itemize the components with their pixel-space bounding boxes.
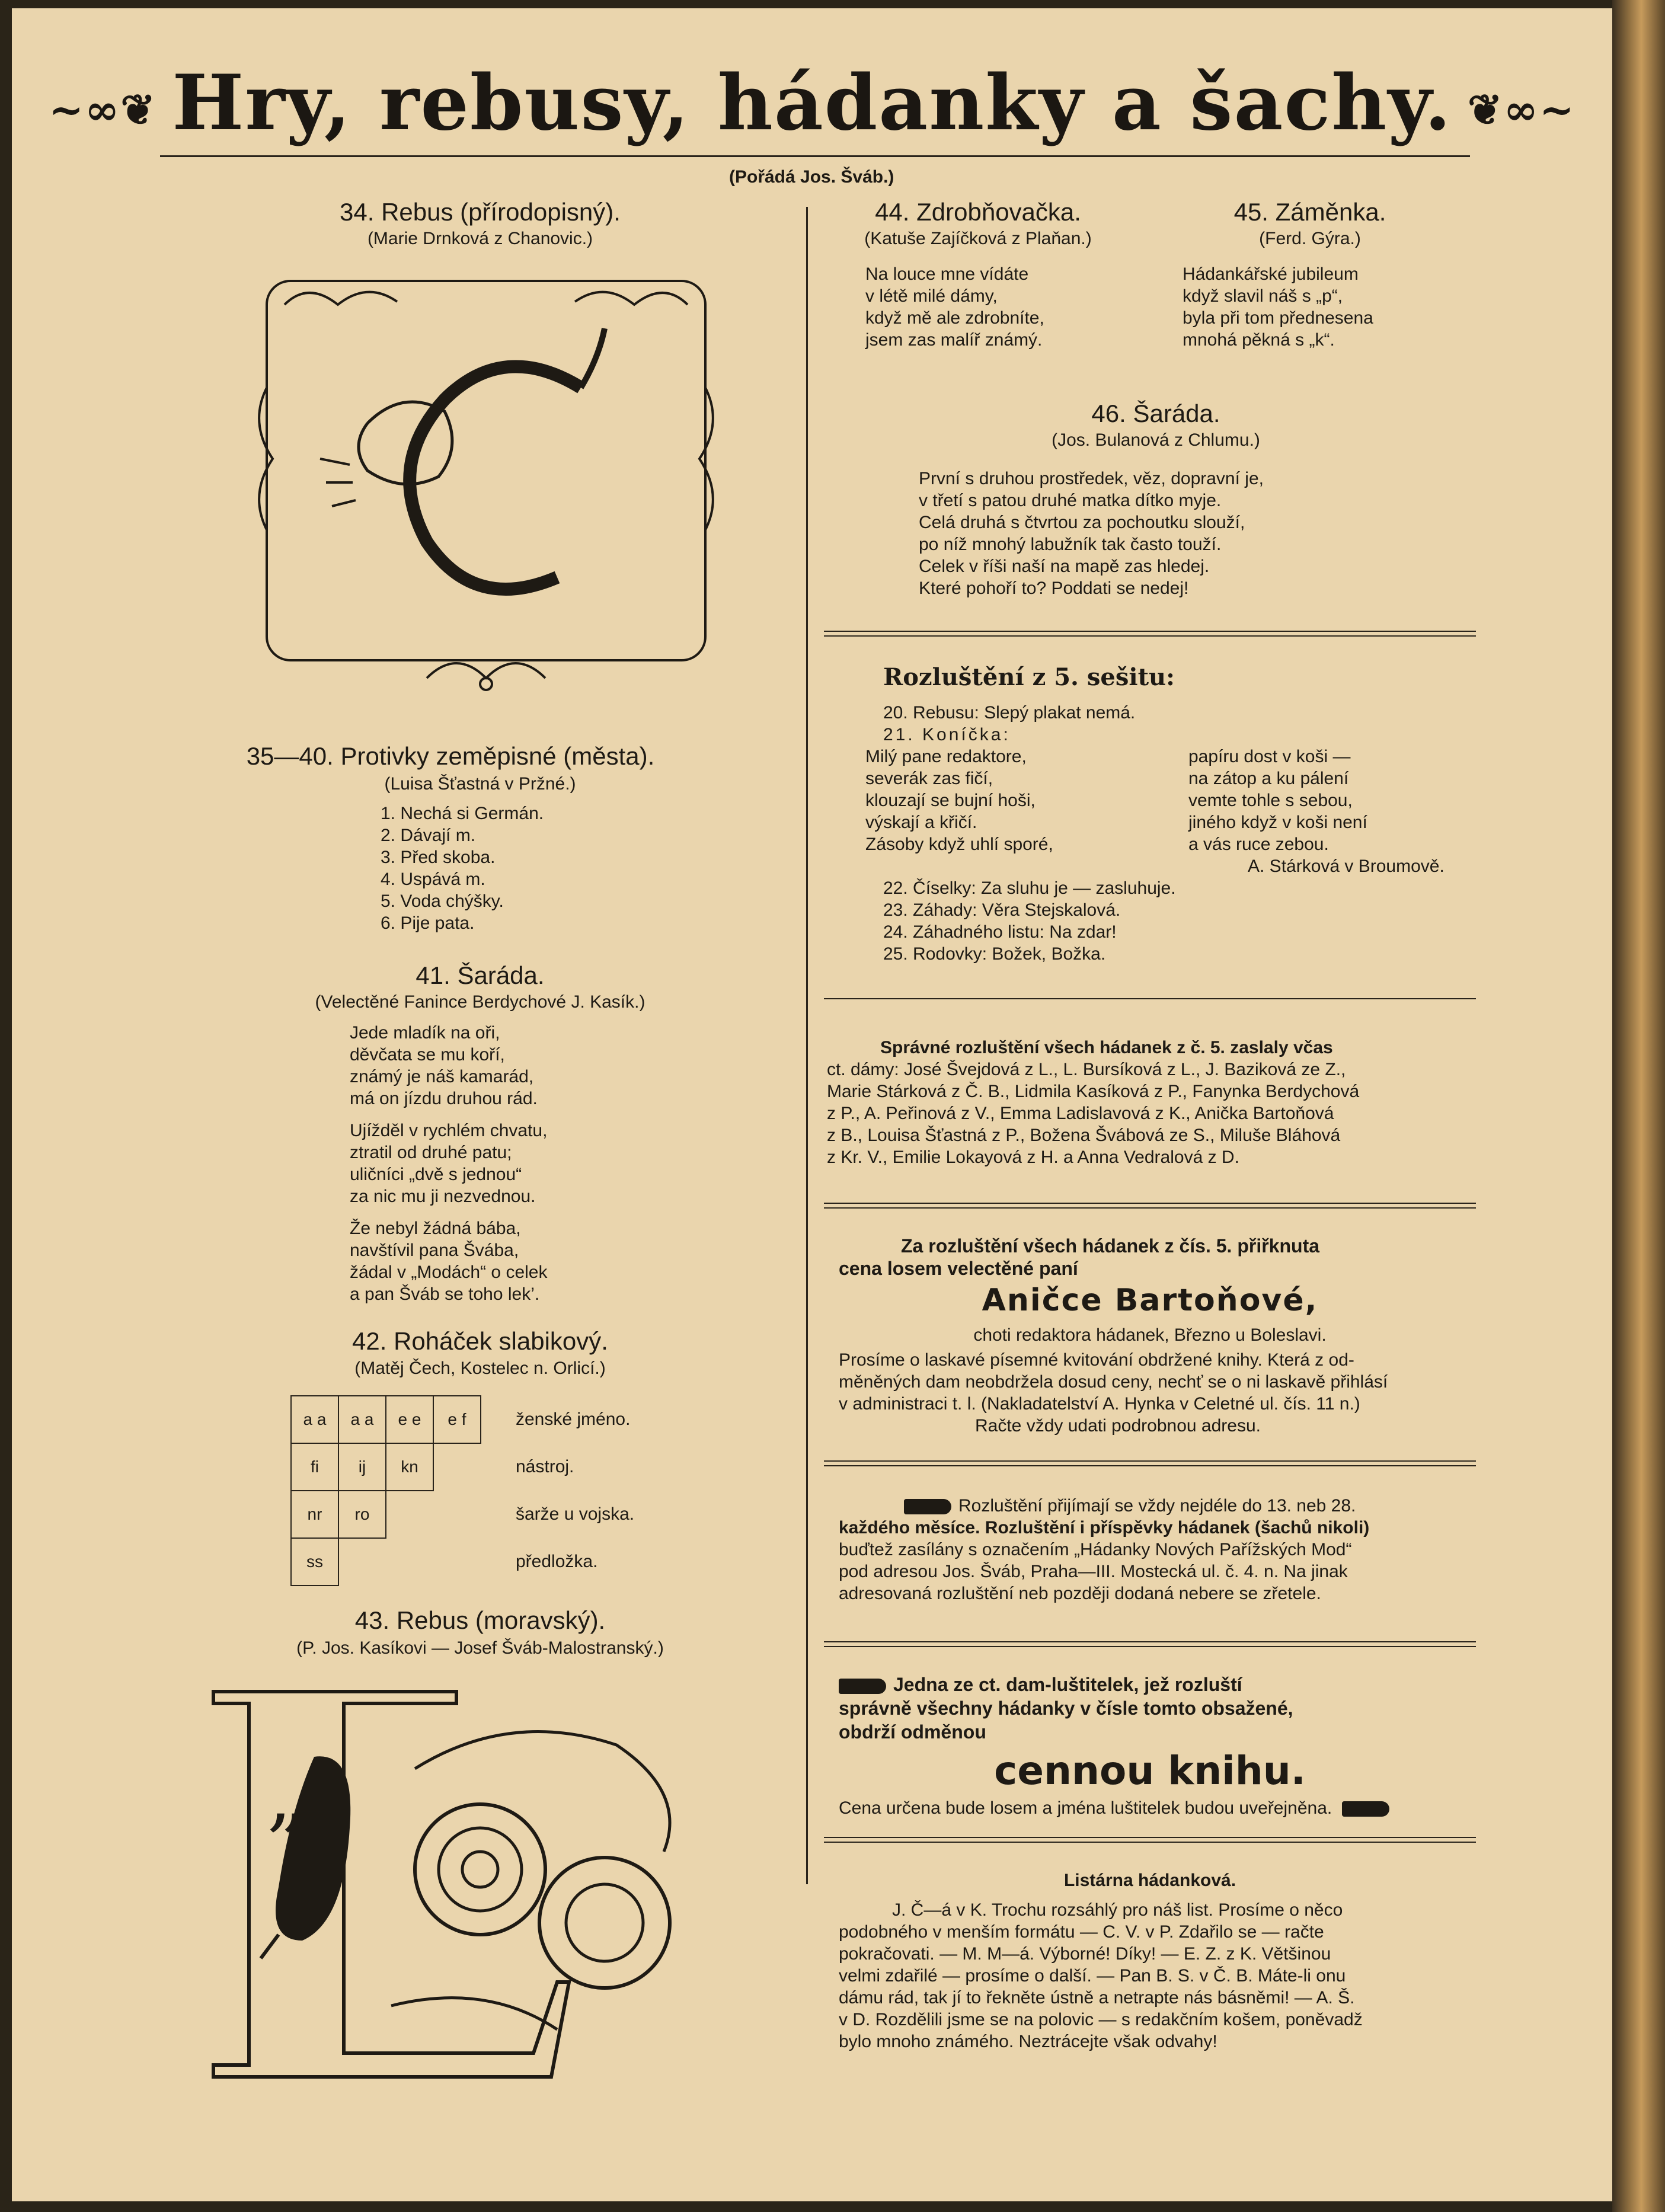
list-item: 6. Pije pata. [381, 913, 475, 933]
solutions-title: Rozluštění z 5. sešitu: [883, 663, 1175, 691]
rebus-quote-mark: „ [267, 1750, 307, 1840]
verse-line: severák zas fičí, [865, 769, 993, 788]
submission-notice [839, 1495, 1369, 1604]
verse-line: mnohá pěkná s „k“. [1183, 330, 1335, 350]
reward-text: Jedna ze ct. dam-luštitelek, jež rozluští [893, 1674, 1242, 1695]
section-rule [824, 1641, 1476, 1647]
grid-cell: ij [338, 1443, 386, 1491]
verse-line: když mě ale zdrobníte, [865, 308, 1044, 328]
verse-line: za nic mu ji nezvednou. [350, 1187, 536, 1206]
reward-book: cennou knihu. [994, 1748, 1306, 1794]
list-item: 3. Před skoba. [381, 848, 496, 867]
solvers-line: Marie Stárková z Č. B., Lidmila Kasíková z P., Fanynka Berdychová [827, 1082, 1360, 1101]
section-rule [824, 631, 1476, 637]
puzzle-41-author: (Velectěné Fanince Berdychové J. Kasík.) [315, 992, 645, 1012]
puzzle-45-verse [1183, 263, 1373, 351]
verse-line: Které pohoří to? Poddati se nedej! [919, 578, 1189, 598]
notice-line: Rozluštění přijímají se vždy nejdéle do 13. neb 28. [958, 1496, 1356, 1516]
puzzle-34-author: (Marie Drnková z Chanovic.) [367, 229, 593, 248]
puzzle-35-list [381, 803, 544, 934]
notice-line: adresovaná rozluštění neb později dodaná nebere se zřetele. [839, 1584, 1321, 1603]
clue-2: nástroj. [516, 1457, 574, 1476]
correct-solvers [827, 1037, 1473, 1168]
grid-cell: e f [433, 1396, 481, 1443]
verse-line: navštívil pana Švába, [350, 1241, 519, 1260]
puzzle-35-title: 35—40. Protivky zeměpisné (města). [246, 742, 655, 770]
puzzle-46-author: (Jos. Bulanová z Chlumu.) [1052, 430, 1260, 450]
verse-line: na zátop a ku pálení [1188, 769, 1349, 788]
solution-line: 23. Záhady: Věra Stejskalová. [883, 900, 1121, 920]
letter-line: bylo mnoho známého. Neztrácejte však odvahy! [839, 2032, 1217, 2051]
verse-line: v třetí s patou druhé matka dítko myje. [919, 491, 1222, 510]
verse-line: Milý pane redaktore, [865, 747, 1027, 766]
clue-3: šarže u vojska. [516, 1504, 635, 1524]
verse-line: Celek v říši naší na mapě zas hledej. [919, 557, 1210, 576]
puzzle-41-stanza-3 [350, 1217, 548, 1305]
reward-line-2: správně všechny hádanky v čísle tomto obsažené, [839, 1698, 1293, 1719]
verse-line: po níž mnohý labužník tak často touží. [919, 535, 1222, 554]
notice-line: pod adresou Jos. Šváb, Praha—III. Mostecká ul. č. 4. n. Na jinak [839, 1562, 1348, 1581]
puzzle-43-author: (P. Jos. Kasíkovi — Josef Šváb-Malostranský.) [296, 1638, 664, 1658]
verse-line: jiného když v koši není [1188, 813, 1367, 832]
body-line: Račte vždy udati podrobnou adresu. [975, 1416, 1261, 1436]
list-item: 4. Uspává m. [381, 870, 485, 889]
solution-21: 21. Koníčka: [883, 725, 1011, 744]
solution-line: 22. Číselky: Za sluhu je — zasluhuje. [883, 878, 1176, 898]
rebus-34-illustration [249, 269, 723, 720]
prize-line-2: cena losem velectěné paní [839, 1258, 1078, 1279]
header-rule [160, 155, 1470, 157]
letter-line: podobného v menším formátu — C. V. v P. Zdařilo se — račte [839, 1922, 1324, 1942]
verse-line: papíru dost v koši — [1188, 747, 1351, 766]
solvers-line: Správné rozluštění všech hádanek z č. 5. zaslaly včas [880, 1038, 1333, 1057]
signature: A. Stárková v Broumově. [1248, 856, 1445, 876]
solution-line: 25. Rodovky: Božek, Božka. [883, 944, 1106, 964]
grid-cell: kn [386, 1443, 433, 1491]
verse-line: byla při tom přednesena [1183, 308, 1373, 328]
verse-line: má on jízdu druhou rád. [350, 1089, 538, 1108]
solution-20: 20. Rebusu: Slepý plakat nemá. [883, 703, 1136, 723]
horn-puzzle-grid [290, 1395, 481, 1586]
section-rule [824, 1460, 1476, 1466]
pointing-hand-icon [1342, 1801, 1389, 1817]
prize-line-1: Za rozluštění všech hádanek z čís. 5. přiřknuta [901, 1235, 1320, 1257]
solvers-line: z B., Louisa Šťastná z P., Božena Švábová ze S., Miluše Bláhová [827, 1126, 1341, 1145]
puzzle-42-title: 42. Roháček slabikový. [352, 1327, 608, 1355]
clue-4: předložka. [516, 1552, 598, 1571]
grid-cell: nr [291, 1491, 338, 1538]
letter-line: velmi zdařilé — prosíme o další. — Pan B. S. v Č. B. Máte-li onu [839, 1966, 1346, 1986]
verse-line: a vás ruce zebou. [1188, 835, 1329, 854]
verse-line: v létě milé dámy, [865, 286, 998, 306]
verse-line: Že nebyl žádná bába, [350, 1219, 521, 1238]
solution-21-col-a [865, 746, 1053, 855]
verse-line: Na louce mne vídáte [865, 264, 1029, 284]
verse-line: a pan Šváb se toho lek’. [350, 1284, 540, 1304]
pointing-hand-icon [839, 1679, 886, 1694]
title-text: Hry, rebusy, hádanky a šachy. [172, 59, 1452, 148]
prize-winner-info: choti redaktora hádanek, Březno u Boleslavi. [973, 1325, 1327, 1345]
puzzle-44-title: 44. Zdrobňovačka. [875, 198, 1081, 226]
solutions-rest [883, 877, 1176, 965]
verse-line: klouzají se bujní hoši, [865, 791, 1036, 810]
section-rule [824, 1203, 1476, 1209]
solution-21-col-b [1188, 746, 1445, 877]
prize-body [839, 1349, 1388, 1437]
puzzle-42-author: (Matěj Čech, Kostelec n. Orlicí.) [354, 1358, 606, 1378]
puzzle-43-title: 43. Rebus (moravský). [354, 1606, 606, 1634]
rebus-43-illustration [202, 1674, 794, 2089]
verse-line: žádal v „Modách“ o celek [350, 1262, 548, 1282]
clue-1: ženské jméno. [516, 1409, 631, 1429]
verse-line: Ujížděl v rychlém chvatu, [350, 1121, 548, 1140]
reward-line-1 [839, 1674, 1242, 1696]
letter-line: pokračovati. — M. M—á. Výborné! Díky! — E. Z. z K. Většinou [839, 1944, 1331, 1964]
letters-body [839, 1899, 1363, 2053]
verse-line: známý je náš kamarád, [350, 1067, 534, 1086]
verse-line: výskají a křičí. [865, 813, 977, 832]
puzzle-45-title: 45. Záměnka. [1233, 198, 1386, 226]
notice-line: každého měsíce. Rozluštění i příspěvky hádanek (šachů nikoli) [839, 1518, 1370, 1537]
grid-cell: a a [338, 1396, 386, 1443]
puzzle-46-title: 46. Šaráda. [1091, 399, 1220, 427]
verse-line: První s druhou prostředek, věz, dopravní je, [919, 469, 1264, 488]
list-item: 5. Voda chýšky. [381, 891, 504, 911]
list-item: 1. Nechá si Germán. [381, 804, 544, 823]
left-ornament-icon: ~∞❦ [49, 85, 172, 135]
verse-line: jsem zas malíř známý. [865, 330, 1043, 350]
reward-note-text: Cena určena bude losem a jména luštitelek budou uveřejněna. [839, 1798, 1332, 1818]
grid-cell: fi [291, 1443, 338, 1491]
magazine-page [12, 8, 1612, 2201]
letter-line: J. Č—á v K. Trochu rozsáhlý pro náš list. Prosíme o něco [892, 1900, 1343, 1920]
verse-line: ztratil od druhé patu; [350, 1143, 512, 1162]
section-rule [824, 1837, 1476, 1843]
list-item: 2. Dávají m. [381, 826, 476, 845]
puzzle-41-stanza-1 [350, 1022, 538, 1110]
verse-line: Celá druhá s čtvrtou za pochoutku slouží, [919, 513, 1245, 532]
body-line: Prosíme o laskavé písemné kvitování obdržené knihy. Která z od- [839, 1350, 1354, 1370]
prize-winner-name: Aničce Bartoňové, [982, 1283, 1318, 1318]
reward-line-3: obdrží odměnou [839, 1721, 986, 1743]
pointing-hand-icon [904, 1499, 951, 1514]
reward-note [839, 1797, 1396, 1819]
verse-line: Hádankářské jubileum [1183, 264, 1359, 284]
puzzle-41-stanza-2 [350, 1120, 547, 1207]
verse-line: Zásoby když uhlí sporé, [865, 835, 1053, 854]
body-line: v administraci t. l. (Nakladatelství A. Hynka v Celetné ul. čís. 11 n.) [839, 1394, 1360, 1414]
page-title [12, 59, 1612, 148]
column-divider [806, 207, 808, 1884]
letters-title: Listárna hádanková. [1063, 1871, 1236, 1890]
puzzle-45-author: (Ferd. Gýra.) [1259, 229, 1361, 248]
verse-line: vemte tohle s sebou, [1188, 791, 1353, 810]
verse-line: když slavil náš s „p“, [1183, 286, 1343, 306]
solvers-line: z Kr. V., Emilie Lokayová z H. a Anna Vedralová z D. [827, 1147, 1239, 1167]
solvers-line: ct. dámy: José Švejdová z L., L. Bursíková z L., J. Baziková ze Z., [827, 1060, 1346, 1079]
puzzle-44-verse [865, 263, 1044, 351]
section-rule [824, 998, 1476, 999]
body-line: měněných dam neobdržela dosud ceny, nechť se o ni laskavě přihlásí [839, 1372, 1388, 1392]
right-ornament-icon: ❦∞~ [1452, 85, 1575, 135]
verse-line: Jede mladík na oři, [350, 1023, 500, 1043]
letter-line: dámu rád, tak jí to řekněte ústně a netrapte nás básněmi! — A. Š. [839, 1988, 1355, 2008]
grid-cell: e e [386, 1396, 433, 1443]
solution-line: 24. Záhadného listu: Na zdar! [883, 922, 1117, 942]
grid-cell: a a [291, 1396, 338, 1443]
grid-cell: ro [338, 1491, 386, 1538]
puzzle-44-author: (Katuše Zajíčková z Plaňan.) [864, 229, 1092, 248]
verse-line: uličníci „dvě s jednou“ [350, 1165, 522, 1184]
puzzle-46-verse [919, 468, 1264, 599]
notice-line: buďtež zasílány s označením „Hádanky Nových Pařížských Mod“ [839, 1540, 1352, 1559]
puzzle-35-author: (Luisa Šťastná v Pržné.) [384, 774, 576, 794]
puzzle-41-title: 41. Šaráda. [416, 961, 545, 989]
verse-line: děvčata se mu koří, [350, 1045, 505, 1065]
grid-cell: ss [291, 1538, 338, 1586]
binding-edge [1612, 0, 1665, 2212]
solvers-line: z P., A. Peřinová z V., Emma Ladislavová z K., Anička Bartoňová [827, 1104, 1334, 1123]
editor-line: (Pořádá Jos. Šváb.) [729, 167, 894, 187]
puzzle-34-title: 34. Rebus (přírodopisný). [340, 198, 621, 226]
letter-line: v D. Rozdělili jsme se na polovic — s redakčním košem, poněvadž [839, 2010, 1363, 2029]
